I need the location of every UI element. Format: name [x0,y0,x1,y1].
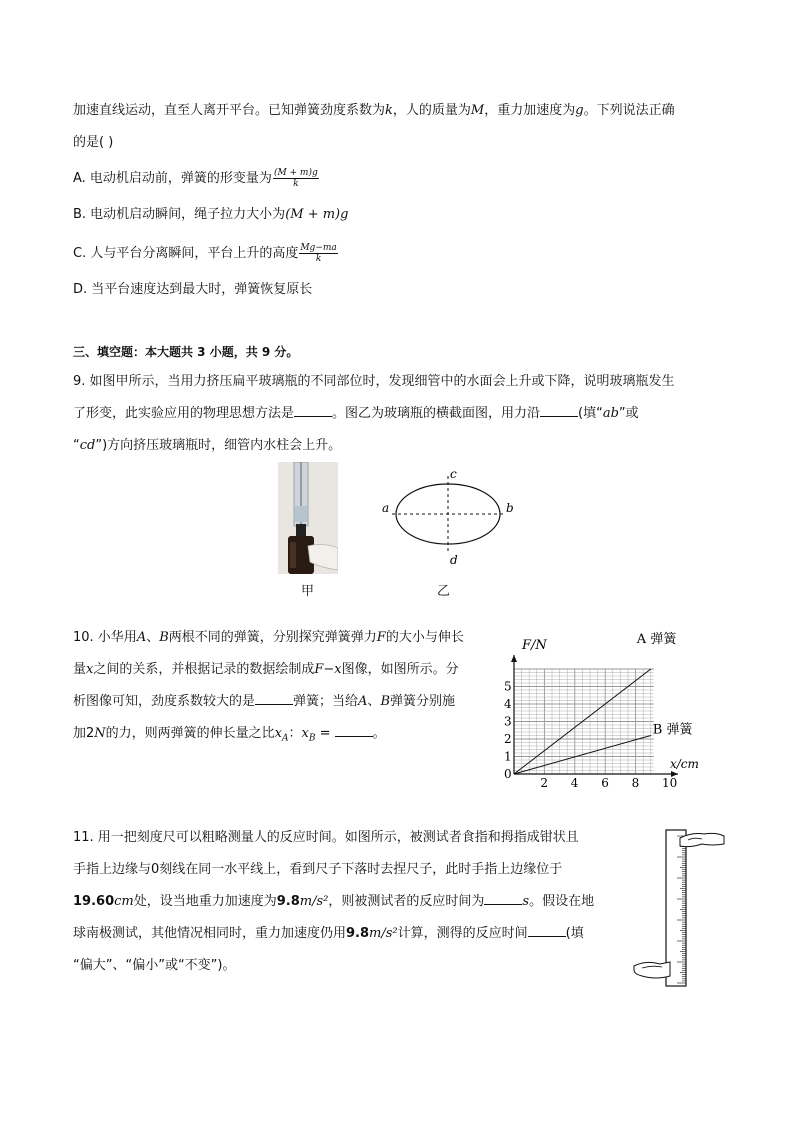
q8-option-a: A. 电动机启动前，弹簧的形变量为 $\frac{(M + m)g}{k}$ [73,168,318,189]
q8-option-c: C. 人与平台分离瞬间，平台上升的高度 $\frac{Mg-ma}{k}$ [73,243,337,264]
q10-line4: 加2N的力，则两弹簧的伸长量之比$x_A$：$x_B$ = 。 [73,726,386,744]
label-d: d [450,553,458,567]
x-tick-label: 2 [540,776,549,790]
label-b: b [506,501,514,515]
q9-blank-1 [294,404,332,417]
q8-option-b: B. 电动机启动瞬间，绳子拉力大小为(M + m)g [73,207,349,222]
q11-line1: 11. 用一把刻度尺可以粗略测量人的反应时间。如图所示，被测试者食指和拇指成钳状且 [73,830,579,845]
q10-line2: 量x之间的关系，并根据记录的数据绘制成F−x图像，如图所示。分 [73,662,459,677]
origin-label: 0 [504,767,512,781]
q8-stem-line2: 的是( ) [73,135,114,150]
fx-chart [500,624,740,794]
upper-hand-icon [680,833,724,846]
q11-line3: 19.60cm处，设当地重力加速度为9.8m/s²，则被测试者的反应时间为 s。假设在地 [73,894,595,909]
y-tick-label: 3 [504,714,512,729]
x-tick-label: 8 [631,776,640,790]
label-a: a [382,501,390,515]
caption-jia: 甲 [301,584,315,599]
q10-line1: 10. 小华用A、B两根不同的弹簧，分别探究弹簧弹力F的大小与伸长 [73,630,464,645]
x-axis-label: x/cm [670,757,699,771]
q9-line3: “cd”)方向挤压玻璃瓶时，细管内水柱会上升。 [73,438,342,453]
q10-blank-2 [335,724,373,737]
q8-option-d: D. 当平台速度达到最大时，弹簧恢复原长 [73,282,313,297]
y-tick-label: 5 [504,679,512,694]
y-tick-label: 1 [504,749,512,764]
series-label-a: A 弹簧 [636,632,677,647]
bottle-photo [278,462,338,574]
section-heading: 三、填空题：本大题共 3 小题，共 9 分。 [73,345,299,359]
series-label-b: B 弹簧 [652,722,693,738]
caption-yi: 乙 [437,584,451,599]
q11-line2: 手指上边缘与0刻线在同一水平线上，看到尺子下落时去捏尺子，此时手指上边缘位于 [73,862,563,877]
label-c: c [450,467,457,481]
x-tick-label: 6 [601,776,609,790]
y-axis-label: F/N [522,638,547,653]
q8-stem-line1: 加速直线运动，直至人离开平台。已知弹簧劲度系数为k，人的质量为M，重力加速度为g。下列说法正确 [73,103,675,118]
ellipse-diagram [380,466,520,570]
chart-axes [511,655,678,777]
y-tick-label: 2 [504,732,512,746]
q10-blank-1 [255,692,293,705]
q9-line1: 9. 如图甲所示，当用力挤压扁平玻璃瓶的不同部位时，发现细管中的水面会上升或下降，说明玻璃瓶发生 [73,374,675,389]
q11-blank-1 [484,892,522,905]
x-tick-label: 10 [662,776,678,790]
q11-blank-2 [528,924,566,937]
q11-line4: 球南极测试，其他情况相同时，重力加速度仍用9.8m/s²计算，测得的反应时间 (填 [73,926,584,941]
q10-line3: 析图像可知，劲度系数较大的是 弹簧；当给A、B弹簧分别施 [73,694,456,709]
q11-line5: “偏大”、“偏小”或“不变”)。 [73,958,236,973]
q9-blank-2 [540,404,578,417]
x-tick-label: 4 [570,776,579,790]
ruler-figure [632,824,732,990]
y-axis-arrow [511,655,517,662]
y-tick-label: 4 [504,697,512,711]
q9-line2: 了形变，此实验应用的物理思想方法是 。图乙为玻璃瓶的横截面图，用力沿 (填“ab”或 [73,406,639,421]
lower-hand-icon [634,962,670,978]
